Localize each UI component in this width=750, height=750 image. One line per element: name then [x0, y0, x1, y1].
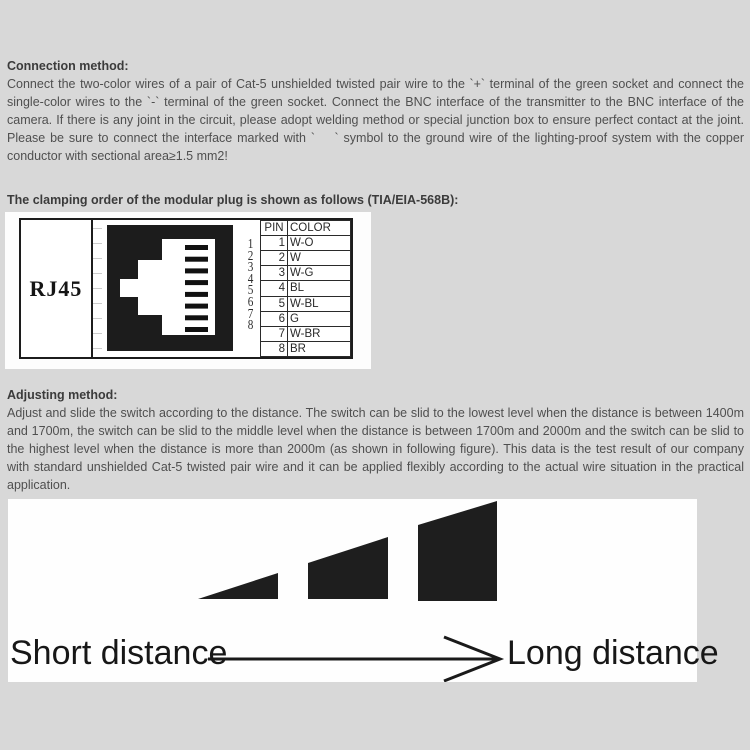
ruler-tick — [93, 348, 102, 349]
ruler-tick — [93, 288, 102, 289]
ruler-tick — [93, 243, 102, 244]
long-distance-label: Long distance — [507, 634, 719, 672]
pin-number: 5 — [247, 283, 254, 299]
table-header-row — [261, 221, 351, 236]
high-level-icon — [418, 501, 497, 601]
adjusting-method-heading: Adjusting method: — [7, 388, 118, 402]
pin-number: 2 — [247, 248, 254, 264]
distance-figure — [8, 499, 719, 682]
table-row: 2 W — [261, 251, 351, 266]
pin-color-table — [260, 220, 351, 357]
table-row: 1 W-O — [261, 236, 351, 251]
pin-header: PIN — [261, 221, 288, 236]
ruler-tick — [93, 228, 102, 229]
clamping-order-heading: The clamping order of the modular plug is shown as follows (TIA/EIA-568B): — [7, 193, 459, 207]
ruler-tick — [93, 333, 102, 334]
adjusting-method-section — [7, 386, 744, 494]
table-row: 8 BR — [261, 341, 351, 356]
rj45-diagram — [5, 212, 371, 369]
pin-number: 1 — [247, 237, 254, 252]
rj45-diagram-frame — [19, 218, 353, 359]
rj45-jack-icon — [107, 225, 233, 351]
ruler-ticks — [93, 228, 102, 349]
pin-number: 8 — [247, 318, 254, 334]
color-header: COLOR — [288, 221, 351, 236]
low-level-icon — [198, 573, 278, 599]
connection-method-section — [7, 57, 744, 165]
rj45-label: RJ45 — [21, 220, 93, 357]
pin-number: 4 — [247, 271, 254, 287]
ruler-tick — [93, 318, 102, 319]
short-distance-label: Short distance — [10, 634, 228, 672]
ruler-tick — [93, 303, 102, 304]
connection-method-body: Connect the two-color wires of a pair of Cat-5 unshielded twisted pair wire to the `+` terminal of the green socket and connect the single-color wires to the `-` terminal of the green socket. Connect the BNC interface of the transmitter to the BNC interface of the camera. If there is any joint in the circuit, please adopt welding method or special junction box to ensure perfect contact at the joint. Please be sure to connect the interface marked with ` ` symbol to the ground wire of the lighting-proof system with the copper conductor with sectional area≥1.5 mm2! — [7, 77, 744, 163]
table-row: 5 W-BL — [261, 296, 351, 311]
table-row: 3 W-G — [261, 266, 351, 281]
pin-numbers-column — [243, 220, 258, 357]
pin-number: 6 — [247, 294, 254, 310]
ruler-tick — [93, 273, 102, 274]
ruler-tick — [93, 258, 102, 259]
table-row: 7 W-BR — [261, 326, 351, 341]
pin-number: 3 — [247, 260, 254, 276]
pin-number: 7 — [247, 306, 254, 322]
rj45-jack-area — [93, 220, 241, 357]
table-row: 6 G — [261, 311, 351, 326]
table-row: 4 BL — [261, 281, 351, 296]
middle-level-icon — [308, 537, 388, 599]
adjusting-method-body: Adjust and slide the switch according to the distance. The switch can be slid to the lowest level when the distance is between 1400m and 1700m, the switch can be slid to the middle level when the distance is between 1700m and 2000m and the switch can be slid to the highest level when the distance is more than 2000m (as shown in following figure). This data is the test result of our company with standard unshielded Cat-5 twisted pair wire and it can be applied flexibly according to the actual wire situation in the practical application. — [7, 406, 744, 492]
connection-method-heading: Connection method: — [7, 59, 129, 73]
